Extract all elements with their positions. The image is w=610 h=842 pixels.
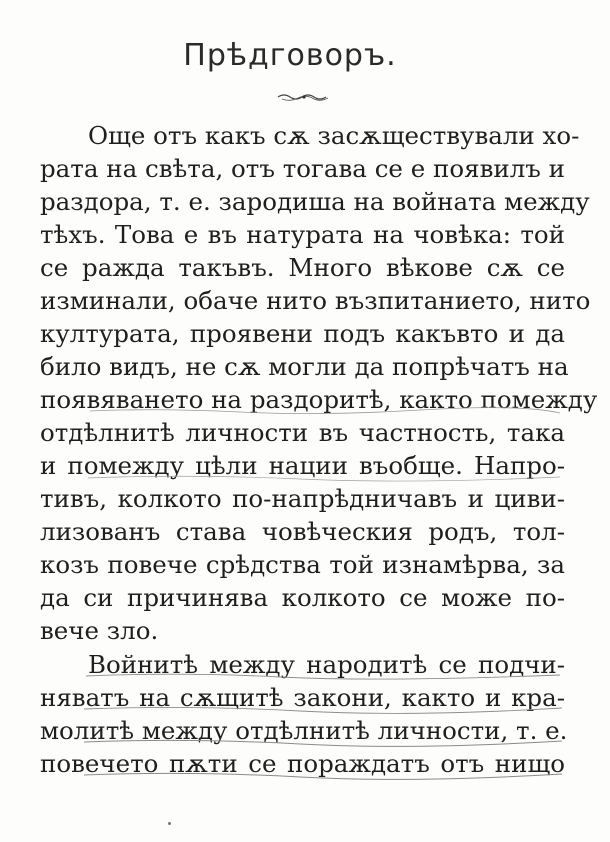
paragraph-1-line-13: лизованъ става човѣческия родъ, тол- — [40, 517, 565, 546]
title-ornament-icon — [276, 90, 332, 104]
page-title: Прѣдговоръ. — [183, 38, 397, 73]
paragraph-1-line-5: се ражда такъвъ. Много вѣкове сѫ се — [40, 253, 565, 282]
paragraph-1-line-1: Още отъ какъ сѫ засѫществували хо- — [88, 121, 580, 150]
paragraph-1-line-3: раздора, т. е. зародишa на войната между — [40, 187, 590, 216]
paragraph-1-line-11: и помежду цѣли нации въобще. Напро- — [40, 451, 565, 480]
paragraph-1-line-2: рата на свѣта, отъ тогава се е появилъ и — [40, 154, 565, 183]
paragraph-1-line-8: било видъ, не сѫ могли да попрѣчатъ на — [40, 352, 569, 381]
paragraph-1-line-12: тивъ, колкото по-напрѣдничавъ и циви- — [40, 484, 565, 513]
paragraph-1-line-7: културата, проявени подъ какъвто и да — [40, 319, 565, 348]
paragraph-1-line-6: изминали, обаче нито възпитанието, нито — [40, 286, 591, 315]
paragraph-1-line-10: отдѣлнитѣ личности въ частность, така — [40, 418, 565, 447]
paragraph-1-line-14: козъ повече срѣдства той изнамѣрва, за — [40, 550, 565, 579]
paragraph-2-line-1: Войнитѣ между народитѣ се подчи- — [88, 650, 565, 679]
paragraph-1-line-4: тѣхъ. Това е въ натурата на човѣка: той — [40, 220, 565, 249]
paragraph-1-line-16: вече зло. — [40, 616, 159, 645]
scan-speck — [168, 822, 171, 825]
paragraph-2-line-2: няватъ на сѫщитѣ закони, както и кра- — [40, 683, 565, 712]
paragraph-1-line-9: появяването на раздоритѣ, както помежду — [40, 385, 598, 414]
paragraph-2-line-4: повечето пѫти се пораждатъ отъ нищо — [40, 749, 565, 778]
paragraph-1-line-15: да си причинява колкото се може по- — [40, 583, 565, 612]
paragraph-2-line-3: молитѣ между отдѣлнитѣ личности, т. е. — [40, 716, 568, 745]
